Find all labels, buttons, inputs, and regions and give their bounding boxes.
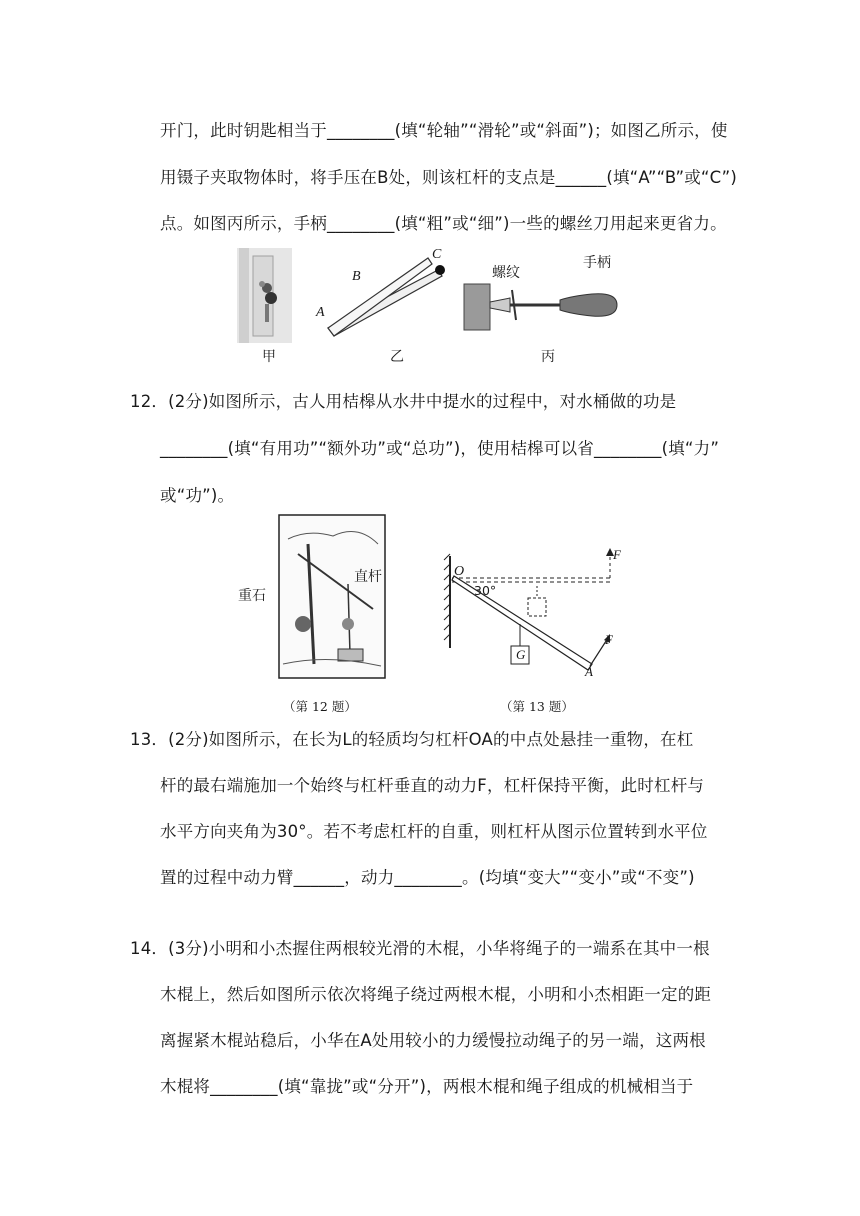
text-line-10: 置的过程中动力臂______，动力________。(均填“变大”“变小”或“不变”) xyxy=(160,868,695,887)
fig11-label-c: C xyxy=(432,247,442,262)
fig13-label-g: G xyxy=(516,647,526,662)
figure-12-jiegao xyxy=(278,514,386,679)
text-line-13: 离握紧木棍站稳后，小华在A处用较小的力缓慢拉动绳子的另一端，这两根 xyxy=(160,1031,706,1050)
text-line-3: 点。如图丙所示，手柄________(填“粗”或“细”)一些的螺丝刀用起来更省力。 xyxy=(160,214,727,233)
text-line-5: ________(填“有用功”“额外功”或“总功”)，使用桔槔可以省________(填“力” xyxy=(160,439,720,458)
fig11-label-yi: 乙 xyxy=(390,349,404,365)
fig11-label-shoubing: 手柄 xyxy=(583,255,611,271)
text-line-7: 13．(2分)如图所示，在长为L的轻质均匀杠杆OA的中点处悬挂一重物，在杠 xyxy=(130,730,694,749)
fig11-label-bing: 丙 xyxy=(541,349,555,365)
figure-11-jia-key xyxy=(237,248,292,343)
fig13-caption: （第 13 题） xyxy=(500,699,574,714)
fig11-label-jia: 甲 xyxy=(262,349,276,365)
fig11-label-a: A xyxy=(316,305,325,320)
text-line-4: 12．(2分)如图所示，古人用桔槔从水井中提水的过程中，对水桶做的功是 xyxy=(130,392,677,411)
fig12-label-zhongshi: 重石 xyxy=(238,588,266,604)
fig13-label-f2: F xyxy=(605,632,613,647)
fig11-label-luowen: 螺纹 xyxy=(492,265,520,281)
fig13-label-f1: F xyxy=(613,547,621,562)
text-line-1: 开门，此时钥匙相当于________(填“轮轴”“滑轮”或“斜面”)；如图乙所示，使 xyxy=(160,121,728,140)
fig13-label-o: O xyxy=(454,564,465,579)
text-line-6: 或“功”)。 xyxy=(160,486,235,505)
fig12-caption: （第 12 题） xyxy=(283,699,357,714)
text-line-12: 木棍上，然后如图所示依次将绳子绕过两根木棍，小明和小杰相距一定的距 xyxy=(160,985,712,1004)
figure-13-lever xyxy=(440,548,630,680)
fig12-label-zhigan: 直杆 xyxy=(354,569,382,585)
figure-11-yi-tweezers xyxy=(320,250,450,345)
fig11-label-b: B xyxy=(352,269,361,284)
figure-11-bing-screwdriver xyxy=(462,278,622,333)
text-line-14: 木棍将________(填“靠拢”或“分开”)，两根木棍和绳子组成的机械相当于 xyxy=(160,1077,694,1096)
text-line-9: 水平方向夹角为30°。若不考虑杠杆的自重，则杠杆从图示位置转到水平位 xyxy=(160,822,708,841)
text-line-2: 用镊子夹取物体时，将手压在B处，则该杠杆的支点是______(填“A”“B”或“C”) xyxy=(160,168,738,187)
fig13-label-a: A xyxy=(585,664,593,679)
text-line-8: 杆的最右端施加一个始终与杠杆垂直的动力F，杠杆保持平衡，此时杠杆与 xyxy=(160,776,705,795)
text-line-11: 14．(3分)小明和小杰握住两根较光滑的木棍，小华将绳子的一端系在其中一根 xyxy=(130,939,710,958)
fig13-label-angle: 30° xyxy=(474,583,497,598)
